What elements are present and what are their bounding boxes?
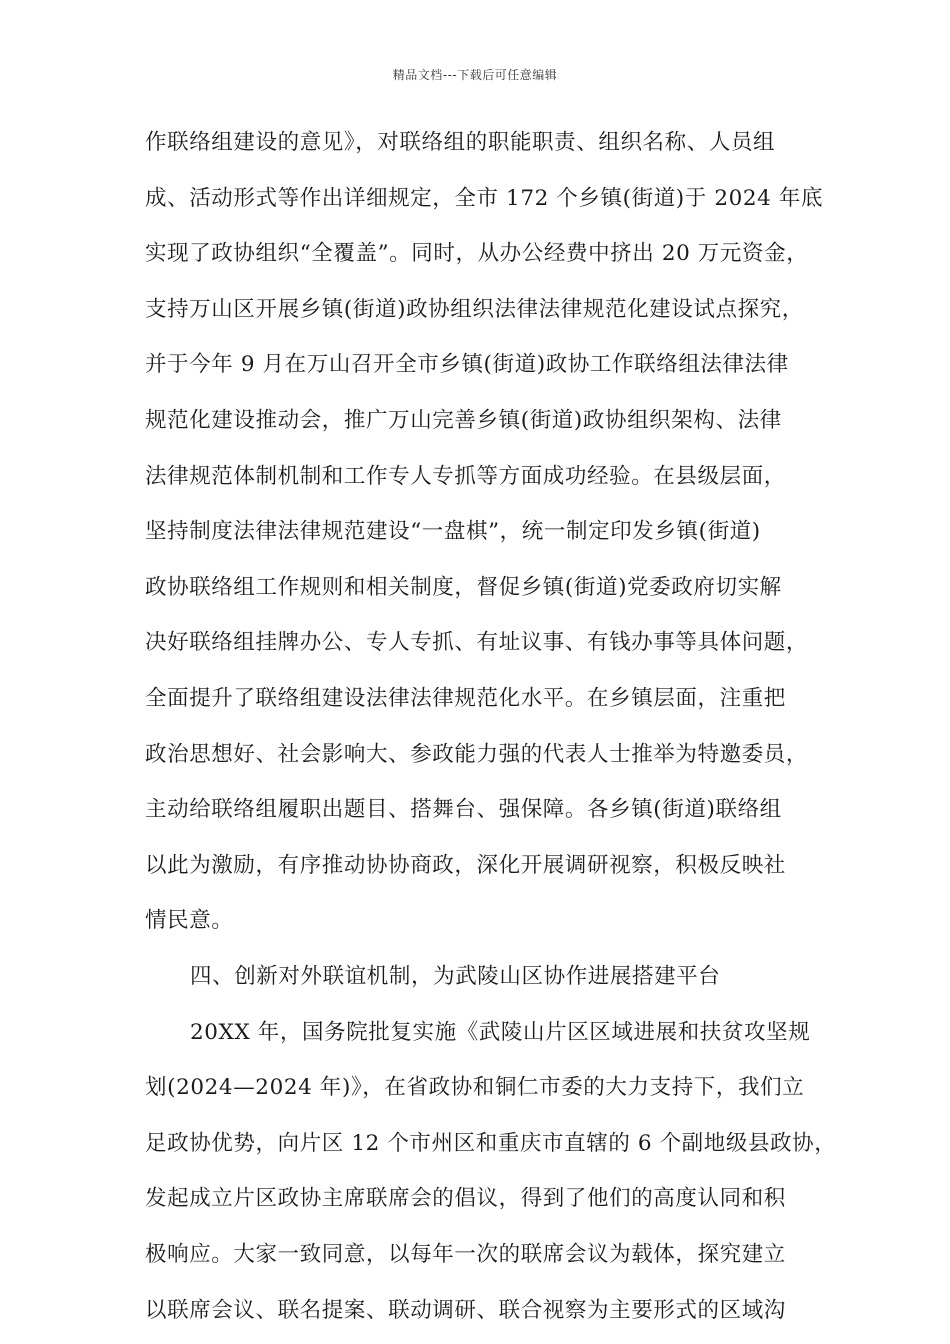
text-line: 并于今年 9 月在万山召开全市乡镇(街道)政协工作联络组法律法律 (145, 352, 789, 378)
page-header: 精品文档---下载后可任意编辑 (392, 68, 558, 82)
text-line: 支持万山区开展乡镇(街道)政协组织法律法律规范化建设试点探究， (145, 296, 804, 322)
text-line: 坚持制度法律法律规范建设“一盘棋”，统一制定印发乡镇(街道) (145, 519, 761, 545)
text-line: 实现了政协组织“全覆盖”。同时，从办公经费中挤出 20 万元资金， (145, 241, 809, 267)
text-line: 足政协优势，向片区 12 个市州区和重庆市直辖的 6 个副地级县政协， (145, 1130, 837, 1156)
text-line: 规范化建设推动会，推广万山完善乡镇(街道)政协组织架构、法律 (145, 408, 782, 433)
text-line: 决好联络组挂牌办公、专人专抓、有址议事、有钱办事等具体问题， (145, 630, 809, 656)
section-heading: 四、创新对外联谊机制，为武陵山区协作进展搭建平台 (190, 964, 721, 989)
text-line: 政治思想好、社会影响大、参政能力强的代表人士推举为特邀委员， (145, 741, 809, 767)
text-line: 极响应。大家一致同意，以每年一次的联席会议为载体，探究建立 (145, 1242, 786, 1267)
text-line: 以此为激励，有序推动协协商政，深化开展调研视察，积极反映社 (145, 852, 786, 878)
text-line: 政协联络组工作规则和相关制度，督促乡镇(街道)党委政府切实解 (145, 574, 782, 600)
text-line: 成、活动形式等作出详细规定，全市 172 个乡镇(街道)于 2024 年底 (145, 185, 824, 211)
text-line: 情民意。 (145, 908, 234, 934)
text-line: 以联席会议、联名提案、联动调研、联合视察为主要形式的区域沟 (145, 1297, 786, 1323)
text-line: 全面提升了联络组建设法律法律规范化水平。在乡镇层面，注重把 (145, 686, 786, 711)
text-line: 主动给联络组履职出题目、搭舞台、强保障。各乡镇(街道)联络组 (145, 797, 782, 823)
text-line: 20XX 年，国务院批复实施《武陵山片区区域进展和扶贫攻坚规 (190, 1019, 811, 1045)
text-line: 作联络组建设的意见》，对联络组的职能职责、组织名称、人员组 (145, 130, 776, 155)
text-line: 法律规范体制机制和工作专人专抓等方面成功经验。在县级层面， (145, 463, 786, 489)
text-line: 发起成立片区政协主席联席会的倡议，得到了他们的高度认同和积 (145, 1186, 786, 1212)
text-line: 划(2024—2024 年)》，在省政协和铜仁市委的大力支持下，我们立 (145, 1075, 805, 1101)
